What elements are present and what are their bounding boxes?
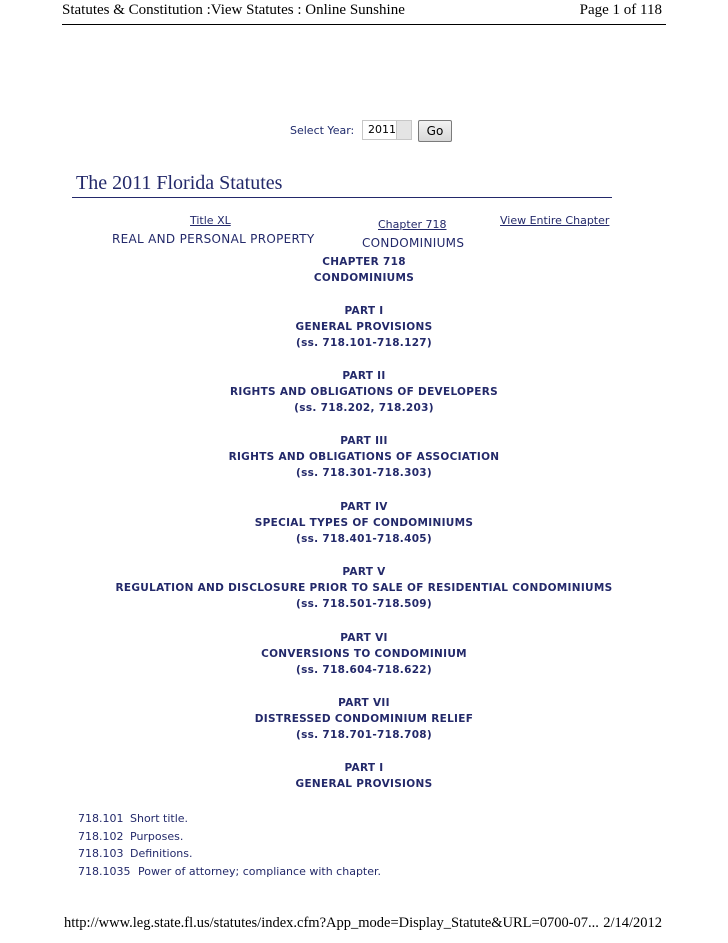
part-title[interactable]: SPECIAL TYPES OF CONDOMINIUMS xyxy=(254,517,474,529)
print-footer-url: http://www.leg.state.fl.us/statutes/index.cfm?App_mode=Display_Statute&URL=0700-07... xyxy=(64,915,599,931)
part-block-1 xyxy=(0,303,728,351)
section-number: 718.101 xyxy=(78,812,124,825)
chapter-link[interactable]: Chapter 718 xyxy=(378,218,447,231)
list-item[interactable] xyxy=(78,845,381,863)
part-range: (ss. 718.202, 718.203) xyxy=(294,402,434,414)
year-dropdown[interactable] xyxy=(362,120,412,140)
part-label: PART V xyxy=(342,566,386,578)
section-title[interactable]: Definitions. xyxy=(130,847,193,860)
part-title: GENERAL PROVISIONS xyxy=(295,778,433,790)
part-range: (ss. 718.501-718.509) xyxy=(295,598,433,610)
part-title[interactable]: REGULATION AND DISCLOSURE PRIOR TO SALE OF RESIDENTIAL CONDOMINIUMS xyxy=(115,582,613,594)
part-title[interactable]: RIGHTS AND OBLIGATIONS OF DEVELOPERS xyxy=(229,386,499,398)
part-block-5 xyxy=(0,564,728,612)
part-range: (ss. 718.301-718.303) xyxy=(295,467,433,479)
list-item[interactable] xyxy=(78,828,381,846)
part-block-6 xyxy=(0,630,728,678)
section-title[interactable]: Purposes. xyxy=(130,829,184,843)
header-divider xyxy=(62,24,666,25)
section-title[interactable]: Short title. xyxy=(130,812,189,825)
part-range: (ss. 718.604-718.622) xyxy=(295,664,433,676)
part-block-4 xyxy=(0,499,728,547)
print-header-title: Statutes & Constitution :View Statutes : Online Sunshine xyxy=(62,2,405,18)
go-button[interactable]: Go xyxy=(418,120,452,142)
chapter-name: CONDOMINIUMS xyxy=(313,272,415,284)
page-title: The 2011 Florida Statutes xyxy=(76,172,283,194)
part-title[interactable]: DISTRESSED CONDOMINIUM RELIEF xyxy=(254,713,474,725)
part-range: (ss. 718.401-718.405) xyxy=(295,533,433,545)
section-number: 718.1035 xyxy=(78,864,131,878)
print-footer-date: 2/14/2012 xyxy=(603,915,662,931)
part-label: PART I xyxy=(344,305,384,317)
year-dropdown-value: 2011 xyxy=(368,123,396,136)
list-item[interactable] xyxy=(78,863,381,881)
part-range: (ss. 718.101-718.127) xyxy=(295,337,433,349)
part-label: PART III xyxy=(340,435,388,447)
select-year-label: Select Year: xyxy=(290,124,355,137)
part-title[interactable]: CONVERSIONS TO CONDOMINIUM xyxy=(261,648,467,660)
chapter-description: CONDOMINIUMS xyxy=(362,236,465,250)
view-entire-chapter-link[interactable]: View Entire Chapter xyxy=(500,214,610,227)
part-one-heading xyxy=(0,760,728,792)
chapter-heading: CHAPTER 718 xyxy=(322,256,406,268)
title-description: REAL AND PERSONAL PROPERTY xyxy=(112,232,315,246)
part-range: (ss. 718.701-718.708) xyxy=(295,729,433,741)
dropdown-arrow-icon[interactable] xyxy=(396,121,411,139)
part-block-2 xyxy=(0,368,728,416)
section-number: 718.103 xyxy=(78,847,124,860)
title-divider xyxy=(72,197,612,198)
part-label: PART II xyxy=(342,370,386,382)
year-select-row xyxy=(0,120,728,140)
part-block-7 xyxy=(0,695,728,743)
part-label: PART IV xyxy=(340,501,388,513)
title-link[interactable]: Title XL xyxy=(190,214,231,227)
section-number: 718.102 xyxy=(78,829,124,843)
section-title[interactable]: Power of attorney; compliance with chapter. xyxy=(138,864,382,878)
part-title[interactable]: RIGHTS AND OBLIGATIONS OF ASSOCIATION xyxy=(228,451,500,463)
section-list xyxy=(78,810,381,880)
list-item[interactable] xyxy=(78,810,381,828)
part-label: PART VI xyxy=(340,632,388,644)
part-label: PART VII xyxy=(338,697,390,709)
print-header-page: Page 1 of 118 xyxy=(579,2,662,18)
chapter-heading-block xyxy=(0,254,728,286)
part-label: PART I xyxy=(344,762,384,774)
part-title[interactable]: GENERAL PROVISIONS xyxy=(295,321,433,333)
part-block-3 xyxy=(0,433,728,481)
